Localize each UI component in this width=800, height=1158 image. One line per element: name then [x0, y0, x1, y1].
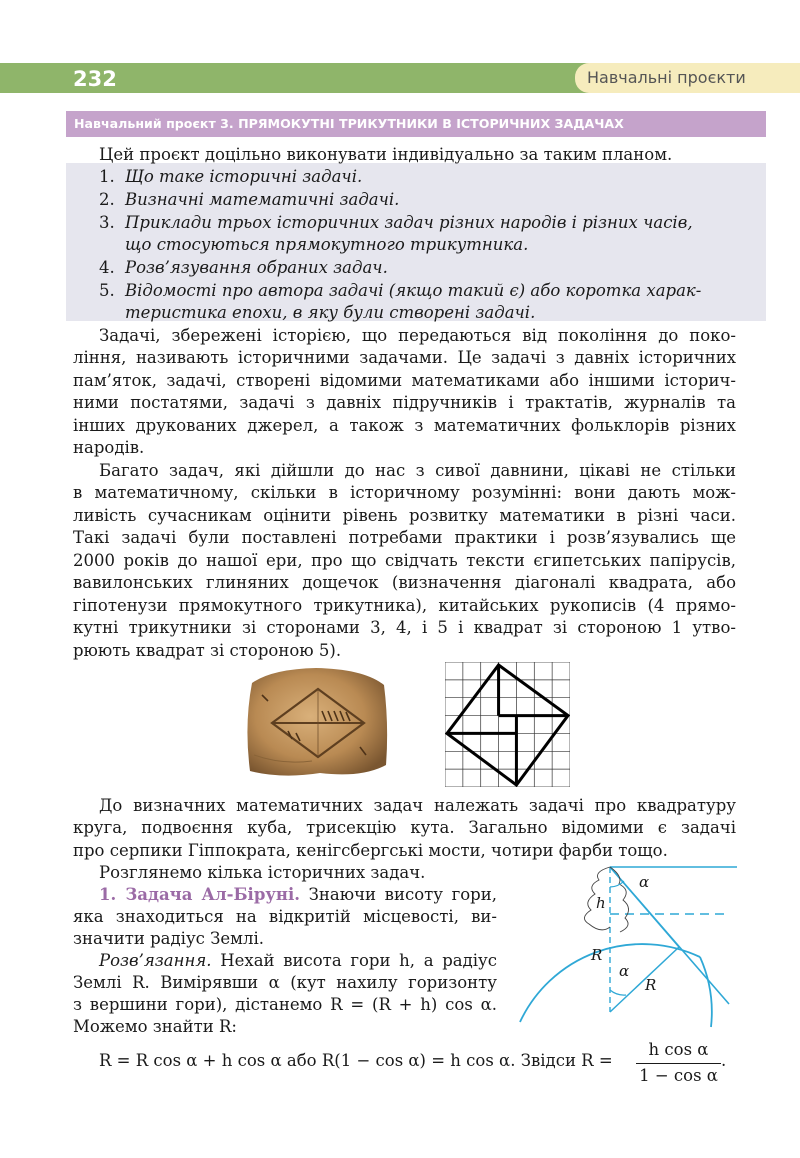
solution-line: Землі R. Вимірявши α (кут нахилу горизонту [73, 973, 497, 992]
paragraph-line: До визначних математичних задач належать задачі про квадратуру [99, 796, 736, 815]
paragraph-line: ління, називають історичними задачами. Це задачі з давніх історичних [73, 348, 736, 367]
task-line: яка знаходиться на відкритій місцевості, ви- [73, 907, 497, 926]
plan-item: 3. Приклади трьох історичних задач різних народів і різних часів, [99, 213, 693, 232]
project-title: Навчальний проєкт 3. ПРЯМОКУТНІ ТРИКУТНИКИ В ІСТОРИЧНИХ ЗАДАЧАХ [74, 116, 624, 131]
formula-numerator: h cos α [648, 1040, 709, 1059]
paragraph-line: пам’яток, задачі, створені відомими математиками або іншими історич- [73, 371, 736, 390]
solution-line: з вершини гори), дістанемо R = (R + h) cos α. [73, 995, 497, 1014]
alpha-mid-label: α [619, 962, 630, 980]
plan-item: 5. Відомості про автора задачі (якщо такий є) або коротка харак- [99, 281, 702, 300]
task-heading-line: 1. Задача Ал-Біруні. Знаючи висоту гори, [99, 885, 497, 904]
paragraph-line: Задачі, збережені історією, що передаються від покоління до поко- [99, 326, 736, 345]
plan-item-cont: що стосуються прямокутного трикутника. [125, 235, 529, 254]
clay-tablet-image [242, 665, 390, 783]
solution-line: Можемо знайти R: [73, 1017, 237, 1036]
formula-text: R = R cos α + h cos α або R(1 − cos α) = h cos α. Звідси R = [99, 1051, 613, 1070]
plan-item: 2. Визначні математичні задачі. [99, 190, 400, 209]
paragraph-line: Такі задачі були поставлені потребами практики і розв’язувались ще [73, 528, 736, 547]
paragraph-line: 2000 років до нашої ери, про що свідчать тексти єгипетських папірусів, [73, 551, 736, 570]
paragraph-line: інших друкованих джерел, а також з математичних фольклорів різних [73, 416, 736, 435]
page-number: 232 [73, 67, 117, 91]
paragraph-line: Розглянемо кілька історичних задач. [99, 863, 426, 882]
paragraph-line: круга, подвоєння куба, трисекцію кута. Загально відомими є задачі [73, 818, 736, 837]
fraction-bar [636, 1063, 721, 1064]
section-label: Навчальні проєкти [587, 68, 746, 87]
chinese-square-diagram [445, 662, 570, 787]
paragraph-line: ними постатями, задачі з давніх підручників і трактатів, журналів та [73, 393, 736, 412]
formula-denominator: 1 − cos α [639, 1066, 718, 1085]
h-label: h [596, 894, 606, 912]
plan-item: 4. Розв’язування обраних задач. [99, 258, 388, 277]
task-line: значити радіус Землі. [73, 929, 265, 948]
paragraph-line: гіпотенузи прямокутного трикутника), китайських рукописів (4 прямо- [73, 596, 736, 615]
solution-label: Розв’язання. [99, 951, 212, 970]
task-title: 1. Задача Ал-Біруні. [99, 885, 301, 904]
paragraph-line: народів. [73, 438, 145, 457]
plan-item-cont: теристика епохи, в яку були створені задачі. [125, 303, 536, 322]
paragraph-line: рюють квадрат зі стороною 5). [73, 641, 342, 660]
alpha-top-label: α [639, 873, 650, 891]
r-left-label: R [591, 946, 603, 964]
solution-line: Розв’язання. Нехай висота гори h, а радіус [99, 951, 498, 970]
paragraph-line: про серпики Гіппократа, кенігсбергські мости, чотири фарби тощо. [73, 841, 668, 860]
plan-intro: Цей проєкт доцільно виконувати індивідуально за таким планом. [99, 145, 673, 164]
paragraph-line: вавилонських глиняних дощечок (визначення діагоналі квадрата, або [73, 573, 736, 592]
paragraph-line: ливість сучасникам оцінити рівень розвитку математики в різні часи. [73, 506, 736, 525]
plan-item: 1. Що таке історичні задачі. [99, 167, 363, 186]
paragraph-line: Багато задач, які дійшли до нас з сивої давнини, цікаві не стільки [99, 461, 736, 480]
r-right-label: R [645, 976, 657, 994]
paragraph-line: в математичному, скільки в історичному розумінні: вони дають мож- [73, 483, 736, 502]
formula-period: . [721, 1051, 727, 1070]
earth-radius-diagram [515, 862, 737, 1030]
paragraph-line: кутні трикутники зі сторонами 3, 4, і 5 і квадрат зі стороною 1 утво- [73, 618, 736, 637]
